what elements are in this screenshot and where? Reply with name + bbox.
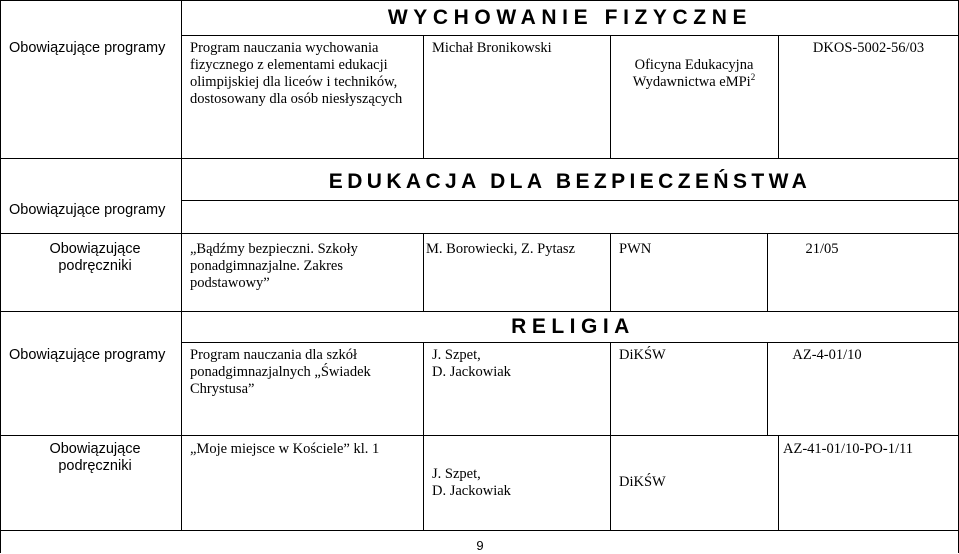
program-authors-religia: J. Szpet, D. Jackowiak bbox=[432, 347, 511, 380]
label-books-edb: Obowiązujące podręczniki bbox=[49, 241, 141, 274]
s2-label-rule bbox=[0, 233, 959, 234]
book-number-edb: 21/05 bbox=[805, 241, 839, 257]
s1-col-sep-1 bbox=[423, 35, 424, 158]
book-authors-edb: M. Borowiecki, Z. Pytasz bbox=[426, 241, 576, 257]
program-title: Program nauczania wychowania fizycznego z elementami edukacji olimpijskiej dla liceów i techników, dostosowany dla osób niesłyszących bbox=[190, 40, 403, 107]
book-number-religia: AZ-41-01/10-PO-1/11 bbox=[783, 441, 913, 457]
section-heading-religia: RELIGIA bbox=[511, 315, 635, 338]
s3-col-sep-1 bbox=[423, 342, 424, 530]
program-title-religia: Program nauczania dla szkół ponadgimnazjalnych „Świadek Chrystusa” bbox=[190, 347, 371, 397]
label-programs: Obowiązujące programy bbox=[9, 40, 166, 56]
s2-col-sep-1 bbox=[423, 233, 424, 311]
s2-bottom-rule bbox=[0, 311, 959, 312]
s2-heading-rule bbox=[181, 200, 959, 201]
book-title-edb: „Bądźmy bezpieczni. Szkoły ponadgimnazjalne. Zakres podstawowy” bbox=[190, 241, 358, 291]
col-sep-label bbox=[181, 0, 182, 530]
section-heading-edb: EDUKACJA DLA BEZPIECZEŃSTWA bbox=[328, 170, 812, 193]
s1-bottom-rule bbox=[0, 158, 959, 159]
book-authors-religia: J. Szpet, D. Jackowiak bbox=[432, 466, 511, 499]
table-bottom-rule bbox=[0, 530, 959, 531]
border-left bbox=[0, 0, 1, 553]
book-publisher-religia: DiKŚW bbox=[619, 474, 666, 490]
publisher-text: Oficyna Edukacyjna Wydawnictwa eMPi bbox=[632, 57, 754, 90]
s3-heading-rule bbox=[181, 342, 959, 343]
label-programs-religia: Obowiązujące programy bbox=[9, 347, 166, 363]
book-title-religia: „Moje miejsce w Kościele” kl. 1 bbox=[190, 441, 380, 457]
s1-heading-rule bbox=[181, 35, 959, 36]
row-top bbox=[0, 0, 959, 1]
program-author: Michał Bronikowski bbox=[432, 40, 552, 56]
s3-program-rule bbox=[0, 435, 959, 436]
label-books-religia: Obowiązujące podręczniki bbox=[49, 441, 141, 474]
s3-col-sep-2 bbox=[610, 342, 611, 530]
program-publisher-religia: DiKŚW bbox=[619, 347, 666, 363]
section-heading-wf: WYCHOWANIE FIZYCZNE bbox=[387, 6, 753, 29]
s3-col-sep-3b bbox=[778, 435, 779, 530]
label-programs-edb: Obowiązujące programy bbox=[9, 202, 166, 218]
page-number: 9 bbox=[476, 538, 484, 553]
publisher-superscript: 2 bbox=[750, 72, 756, 83]
book-publisher-edb: PWN bbox=[619, 241, 652, 257]
s1-col-sep-2 bbox=[610, 35, 611, 158]
program-number-religia: AZ-4-01/10 bbox=[792, 347, 862, 363]
program-number: DKOS-5002-56/03 bbox=[812, 40, 925, 56]
program-publisher bbox=[612, 40, 776, 91]
